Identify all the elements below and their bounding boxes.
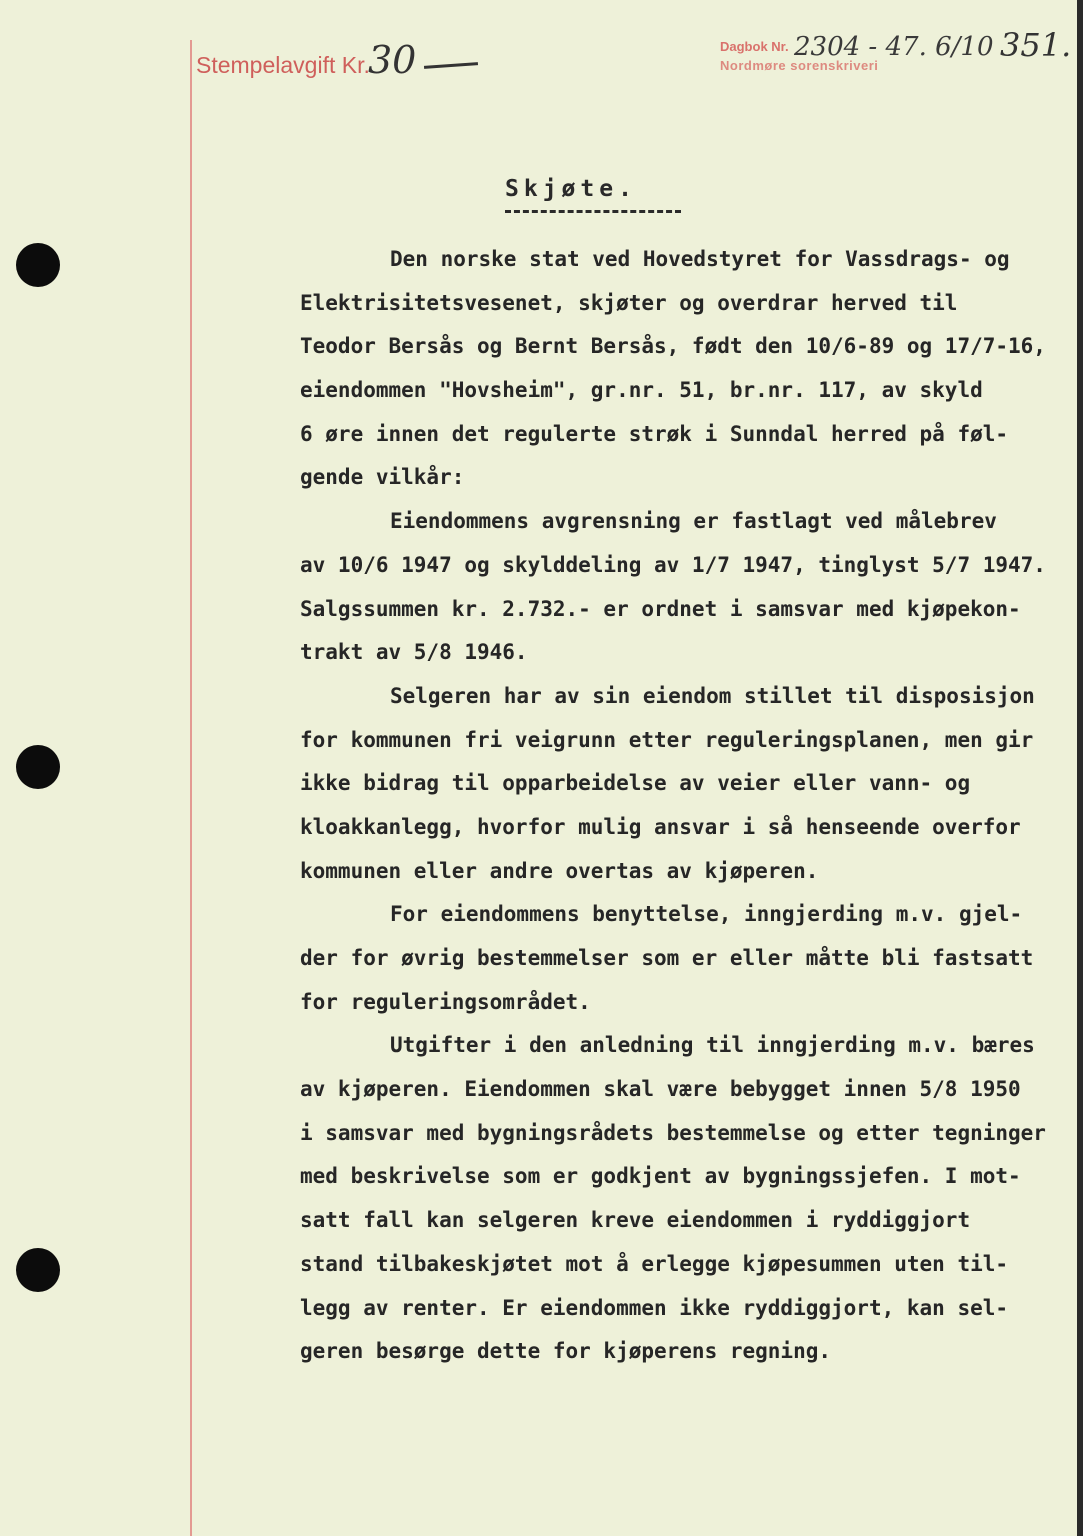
text-line: stand tilbakeskjøtet mot å erlegge kjøpesummen uten til- xyxy=(300,1251,1009,1276)
stamp-duty-label: Stempelavgift Kr. xyxy=(196,52,370,78)
text-line: Salgssummen kr. 2.732.- er ordnet i samsvar med kjøpekon- xyxy=(300,596,1021,621)
text-line: Utgifter i den anledning til inngjerding m.v. bæres xyxy=(390,1033,1035,1058)
title-underline xyxy=(505,210,681,213)
text-line: der for øvrig bestemmelser som er eller måtte bli fastsatt xyxy=(300,946,1034,970)
text-line: for kommunen fri veigrunn etter reguleringsplanen, men gir xyxy=(300,727,1034,752)
folio-number: 351. xyxy=(1000,26,1072,64)
text-line: For eiendommens benyttelse, inngjerding m.v. gjel- xyxy=(390,902,1023,927)
handwritten-registry-number: 2304 - 47. 6/10 xyxy=(794,32,994,62)
text-line: Den norske stat ved Hovedstyret for Vassdrags- og xyxy=(390,247,1010,271)
text-line: geren besørge dette for kjøperens regning. xyxy=(300,1339,832,1364)
text-line: kommunen eller andre overtas av kjøperen. xyxy=(300,858,819,883)
text-line: satt fall kan selgeren kreve eiendommen i ryddiggjort xyxy=(300,1208,971,1233)
text-line: kloakkanlegg, hvorfor mulig ansvar i så henseende overfor xyxy=(300,814,1021,839)
text-line: Elektrisitetsvesenet, skjøter og overdrar herved til xyxy=(300,290,958,315)
registry-stamp-line1: Dagbok Nr. xyxy=(720,39,789,54)
document-title: Skjøte. xyxy=(505,176,637,202)
text-line: av kjøperen. Eiendommen skal være bebygget innen 5/8 1950 xyxy=(300,1077,1021,1102)
text-line: Teodor Bersås og Bernt Bersås, født den 10/6-89 og 17/7-16, xyxy=(300,334,1046,359)
margin-rule xyxy=(190,40,192,1536)
text-line: trakt av 5/8 1946. xyxy=(300,640,528,665)
text-line: Eiendommens avgrensning er fastlagt ved målebrev xyxy=(390,509,997,534)
stamp-duty-dash xyxy=(424,62,478,69)
text-line: med beskrivelse som er godkjent av bygningssjefen. I mot- xyxy=(300,1164,1021,1189)
registry-stamp-line2: Nordmøre sorenskriveri xyxy=(720,57,879,73)
text-line: av 10/6 1947 og skylddeling av 1/7 1947, tinglyst 5/7 1947. xyxy=(300,552,1046,577)
text-line: ikke bidrag til opparbeidelse av veier eller vann- og xyxy=(300,771,971,796)
punch-hole-bottom xyxy=(16,1248,60,1292)
text-line: eiendommen "Hovsheim", gr.nr. 51, br.nr. 117, av skyld xyxy=(300,378,983,403)
text-line: 6 øre innen det regulerte strøk i Sunndal herred på føl- xyxy=(300,421,1009,446)
deed-body-text xyxy=(300,238,1062,1374)
punch-hole-top xyxy=(16,243,60,287)
text-line: gende vilkår: xyxy=(300,465,465,490)
text-line: legg av renter. Er eiendommen ikke ryddiggjort, kan sel- xyxy=(300,1295,1009,1320)
stamp-duty-amount: 30 xyxy=(368,38,417,82)
text-line: Selgeren har av sin eiendom stillet til disposisjon xyxy=(390,683,1035,708)
punch-hole-middle xyxy=(16,745,60,789)
text-line: i samsvar med bygningsrådets bestemmelse og etter tegninger xyxy=(300,1120,1046,1145)
text-line: for reguleringsområdet. xyxy=(300,989,591,1014)
